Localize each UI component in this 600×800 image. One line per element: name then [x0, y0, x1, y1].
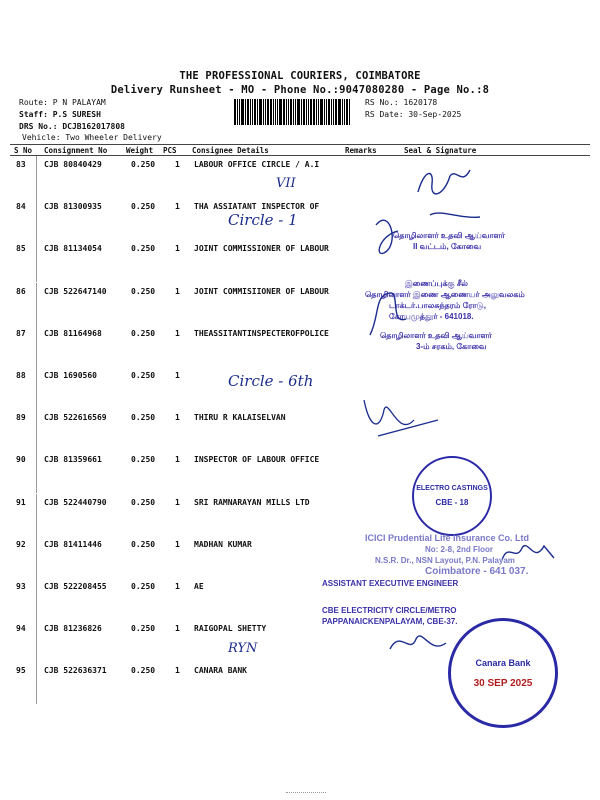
barcode-bar	[277, 99, 278, 125]
barcode-bar	[252, 99, 253, 125]
row-separator	[36, 451, 37, 493]
barcode-bar	[290, 99, 292, 125]
stamp-labour-inspector-3: தொழிலாளர் உதவி ஆய்வாளர் 3-ம் சரகம், கோவை	[380, 331, 492, 351]
col-remarks: Remarks	[345, 146, 377, 155]
row-separator	[36, 240, 37, 282]
runsheet-subtitle: Delivery Runsheet - MO - Phone No.:9047080280 - Page No.:8	[110, 84, 490, 96]
barcode-bar	[346, 99, 348, 125]
barcode-bar	[331, 99, 332, 125]
handwriting-circle-1: Circle - 1	[228, 211, 298, 229]
row-weight: 0.250	[131, 497, 156, 507]
col-seal-signature: Seal & Signature	[404, 146, 477, 155]
barcode-bar	[270, 99, 272, 125]
row-pcs: 1	[175, 286, 180, 296]
row-pcs: 1	[175, 202, 180, 212]
row-weight: 0.250	[131, 624, 156, 634]
barcode-bar	[265, 99, 266, 125]
row-consignment-no: CJB 522616569	[44, 413, 107, 423]
signature-89	[358, 390, 448, 450]
table-row	[0, 325, 600, 367]
barcode-bar	[303, 99, 305, 125]
route: Route: P N PALAYAM	[19, 98, 106, 107]
barcode-bar	[306, 99, 307, 125]
barcode-bar	[318, 99, 319, 125]
row-consignment-no: CJB 81134054	[44, 244, 102, 254]
row-pcs: 1	[175, 539, 180, 549]
row-sno: 92	[16, 539, 26, 549]
barcode-bar	[308, 99, 309, 125]
row-weight: 0.250	[131, 582, 156, 591]
row-consignment-no: CJB 81164968	[44, 328, 102, 338]
row-sno: 89	[16, 413, 26, 423]
handwriting-circle-6: Circle - 6th	[228, 372, 314, 390]
barcode-bar	[326, 99, 327, 125]
row-sno: 94	[16, 624, 26, 634]
barcode-bar	[333, 99, 334, 125]
row-consignee: THA ASSIATANT INSPECTOR OF	[194, 202, 320, 212]
row-weight: 0.250	[131, 539, 156, 549]
row-separator	[36, 662, 37, 704]
stamp-labour-inspector-1: தொழிலாளர் உதவி ஆய்வாளர் II வட்டம், கோவை	[393, 231, 505, 251]
barcode-bar	[275, 99, 276, 125]
rs-date: RS Date: 30-Sep-2025	[365, 110, 462, 119]
row-consignment-no: CJB 81300935	[44, 202, 102, 212]
row-separator	[36, 620, 37, 662]
header-rule-top	[10, 144, 590, 145]
row-separator	[36, 494, 37, 536]
signature-83	[410, 162, 480, 202]
row-consignee: THIRU R KALAISELVAN	[194, 413, 286, 423]
table-row	[0, 409, 600, 451]
table-row	[0, 240, 600, 282]
row-weight: 0.250	[131, 244, 156, 254]
barcode-bar	[259, 99, 262, 125]
company-name: THE PROFESSIONAL COURIERS, COIMBATORE	[179, 70, 421, 82]
table-row	[0, 451, 600, 493]
stamp-joint-commissioner: இணைப்புக்கு சீல் தொழிலாளர் இணை ஆணையர் அலுவலகம் டாக்டர்.பாலசுந்தரம் ரோடு, கோயமுத்தூர் - 641018.	[365, 279, 525, 321]
row-consignment-no: CJB 81359661	[44, 455, 102, 465]
row-weight: 0.250	[131, 328, 156, 338]
row-separator	[36, 283, 37, 325]
row-sno: 86	[16, 286, 26, 296]
barcode-bar	[342, 99, 343, 125]
barcode-bar	[320, 99, 323, 125]
barcode-bar	[279, 99, 282, 125]
row-sno: 87	[16, 328, 26, 338]
row-weight: 0.250	[131, 455, 156, 465]
row-pcs: 1	[175, 666, 180, 676]
row-weight: 0.250	[131, 202, 156, 212]
row-weight: 0.250	[131, 371, 156, 380]
barcode-bar	[297, 99, 300, 125]
barcode-bar	[295, 99, 296, 125]
barcode-bar	[250, 99, 251, 125]
col-weight: Weight	[126, 146, 154, 155]
stamp-icici: ICICI Prudential Life Insurance Co. Ltd No: 2-8, 2nd Floor N.S.R. Dr., NSN Layout, P.N. Palayam Coimbatore - 641 037.	[365, 533, 530, 577]
barcode-bar	[324, 99, 325, 125]
row-pcs: 1	[175, 582, 180, 591]
barcode-bar	[239, 99, 240, 125]
table-row	[0, 156, 600, 198]
barcode-bar	[338, 99, 341, 125]
col-consignment: Consignment No	[44, 146, 108, 155]
row-sno: 88	[16, 371, 26, 380]
row-consignment-no: CJB 81236826	[44, 624, 102, 634]
barcode-bar	[245, 99, 246, 125]
barcode-bar	[288, 99, 289, 125]
row-pcs: 1	[175, 624, 180, 634]
row-pcs: 1	[175, 160, 180, 169]
barcode-bar	[241, 99, 244, 125]
row-sno: 95	[16, 666, 26, 676]
col-sno: S No	[14, 146, 33, 155]
row-consignment-no: CJB 522208455	[44, 582, 107, 591]
table-row	[0, 198, 600, 240]
row-separator	[36, 536, 37, 578]
page-footer-mark	[286, 792, 326, 796]
row-sno: 83	[16, 160, 26, 169]
barcode-bar	[247, 99, 249, 125]
col-pcs: PCS	[163, 146, 177, 155]
barcode-bar	[349, 99, 350, 125]
table-row	[0, 578, 600, 620]
barcode	[234, 99, 358, 125]
stamp-canara-bank: Canara Bank 30 SEP 2025	[448, 618, 558, 728]
barcode-bar	[286, 99, 287, 125]
row-weight: 0.250	[131, 160, 156, 169]
row-pcs: 1	[175, 371, 180, 380]
row-consignment-no: CJB 522636371	[44, 666, 107, 676]
stamp-assistant-executive-engineer: ASSISTANT EXECUTIVE ENGINEER CBE ELECTRICITY CIRCLE/METRO PAPPANAICKENPALAYAM, CBE-37.	[322, 579, 459, 626]
vehicle: Vehicle: Two Wheeler Delivery	[22, 133, 162, 142]
row-separator	[36, 409, 37, 451]
row-sno: 90	[16, 455, 26, 465]
drs-number: DRS No.: DCJB162017808	[19, 122, 125, 131]
row-sno: 91	[16, 497, 26, 507]
row-consignment-no: CJB 81411446	[44, 539, 102, 549]
row-separator	[36, 578, 37, 620]
row-sno: 93	[16, 582, 26, 591]
row-weight: 0.250	[131, 413, 156, 423]
stamp-electro-castings: ELECTRO CASTINGS CBE - 18	[412, 456, 492, 536]
barcode-bar	[257, 99, 258, 125]
row-weight: 0.250	[131, 286, 156, 296]
row-sno: 85	[16, 244, 26, 254]
row-weight: 0.250	[131, 666, 156, 676]
row-consignee: JOINT COMMISIIONER OF LABOUR	[194, 286, 329, 296]
barcode-bar	[344, 99, 345, 125]
row-separator	[36, 198, 37, 240]
col-consignee: Consignee Details	[192, 146, 269, 155]
row-sno: 84	[16, 202, 26, 212]
barcode-bar	[283, 99, 285, 125]
row-pcs: 1	[175, 413, 180, 423]
barcode-bar	[273, 99, 274, 125]
row-consignment-no: CJB 522440790	[44, 497, 107, 507]
row-consignment-no: CJB 80840429	[44, 160, 102, 169]
row-consignee: CANARA BANK	[194, 666, 247, 676]
barcode-bar	[301, 99, 302, 125]
row-pcs: 1	[175, 328, 180, 338]
barcode-bar	[328, 99, 330, 125]
barcode-bar	[267, 99, 269, 125]
barcode-bar	[293, 99, 294, 125]
row-separator	[36, 156, 37, 198]
row-separator	[36, 367, 37, 409]
row-consignee: THEASSITANTINSPECTEROFPOLICE	[194, 328, 329, 338]
row-consignee: SRI RAMNARAYAN MILLS LTD	[194, 497, 310, 507]
barcode-bar	[316, 99, 317, 125]
barcode-bar	[335, 99, 337, 125]
handwriting-vii: VII	[276, 176, 296, 191]
row-pcs: 1	[175, 455, 180, 465]
barcode-bar	[237, 99, 238, 125]
barcode-bar	[313, 99, 315, 125]
row-consignee: MADHAN KUMAR	[194, 539, 252, 549]
barcode-bar	[263, 99, 264, 125]
handwriting-ryn: RYN	[228, 641, 258, 656]
row-consignee: JOINT COMMISSIONER OF LABOUR	[194, 244, 329, 254]
signature-94	[384, 625, 454, 665]
barcode-bar	[310, 99, 312, 125]
row-separator	[36, 325, 37, 367]
row-consignee: AE	[194, 582, 204, 591]
row-consignee: INSPECTOR OF LABOUR OFFICE	[194, 455, 320, 465]
row-consignee: RAIGOPAL SHETTY	[194, 624, 267, 634]
barcode-bar	[254, 99, 256, 125]
row-consignment-no: CJB 1690560	[44, 371, 97, 380]
row-consignment-no: CJB 522647140	[44, 286, 107, 296]
barcode-bar	[234, 99, 236, 125]
row-consignee: LABOUR OFFICE CIRCLE / A.I	[194, 160, 320, 169]
row-pcs: 1	[175, 244, 180, 254]
row-pcs: 1	[175, 497, 180, 507]
rs-number: RS No.: 1620178	[365, 98, 438, 107]
staff: Staff: P.S SURESH	[19, 110, 101, 119]
table-row	[0, 494, 600, 536]
